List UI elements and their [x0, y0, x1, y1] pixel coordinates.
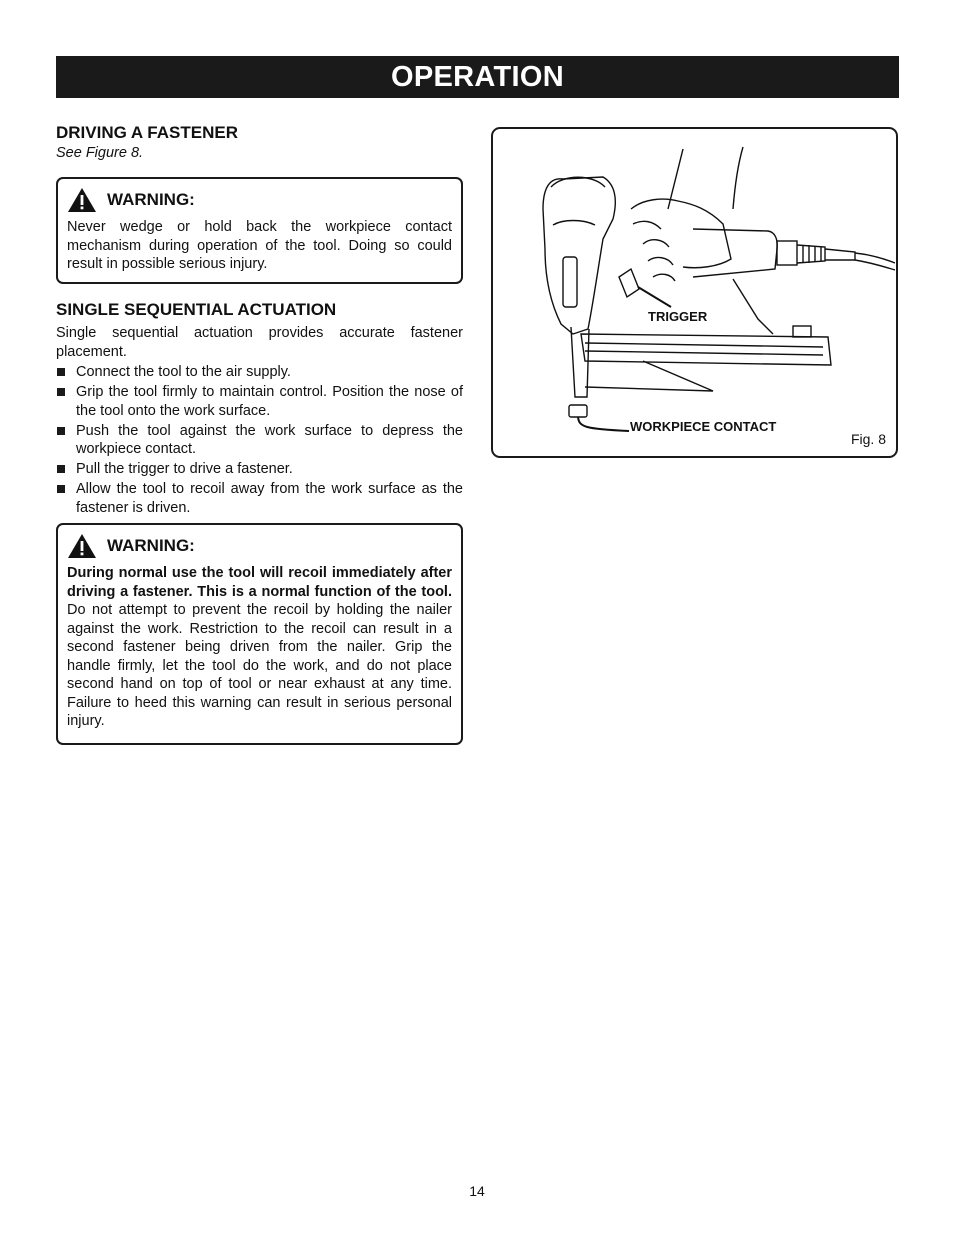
warning-bold-text: During normal use the tool will recoil immediately after driving a fastener. This is a normal function of the tool. [67, 565, 452, 600]
warning-header [67, 186, 452, 214]
warning-box-1 [56, 177, 463, 284]
bullet-square-icon [57, 465, 65, 473]
instruction-list [56, 363, 463, 517]
left-column [56, 122, 463, 745]
figure-caption: Fig. 8 [850, 431, 886, 447]
warning-header [67, 532, 452, 560]
see-figure-note: See Figure 8. [56, 145, 144, 161]
bullet-square-icon [57, 368, 65, 376]
trigger-label: TRIGGER [648, 309, 708, 324]
warning-title: WARNING: [107, 190, 195, 209]
heading-driving-fastener: DRIVING A FASTENER [56, 123, 238, 142]
list-item: Allow the tool to recoil away from the work surface as the fastener is driven. [56, 480, 463, 517]
warning-triangle-icon [67, 187, 97, 213]
bullet-square-icon [57, 485, 65, 493]
bullet-square-icon [57, 427, 65, 435]
list-item: Connect the tool to the air supply. [56, 363, 463, 382]
nailer-illustration [493, 129, 895, 455]
figure-8 [491, 127, 898, 458]
page-number: 14 [469, 1183, 485, 1199]
bullet-square-icon [57, 388, 65, 396]
warning-body-text: Do not attempt to prevent the recoil by holding the nailer against the work. Restriction to the recoil can result in a second fastener being driven from the nailer. Grip the handle firmly, let the tool do the work, and do not place second hand on top of tool or near exhaust at any time. Failure to heed this warning can result in serious personal injury. [67, 602, 452, 729]
list-item: Push the tool against the work surface to depress the workpiece contact. [56, 422, 463, 459]
section-title: OPERATION [56, 56, 899, 98]
single-sequential-intro: Single sequential actuation provides accurate fastener placement. [56, 325, 463, 360]
list-item: Grip the tool firmly to maintain control. Position the nose of the tool onto the work surface. [56, 383, 463, 420]
warning-text [67, 564, 452, 731]
workpiece-contact-label: WORKPIECE CONTACT [630, 419, 777, 434]
warning-title: WARNING: [107, 536, 195, 555]
heading-single-sequential: SINGLE SEQUENTIAL ACTUATION [56, 300, 337, 319]
warning-triangle-icon [67, 533, 97, 559]
warning-text: Never wedge or hold back the workpiece contact mechanism during operation of the tool. Doing so could result in possible serious injury. [67, 219, 452, 272]
warning-box-2 [56, 523, 463, 745]
list-item: Pull the trigger to drive a fastener. [56, 460, 463, 479]
